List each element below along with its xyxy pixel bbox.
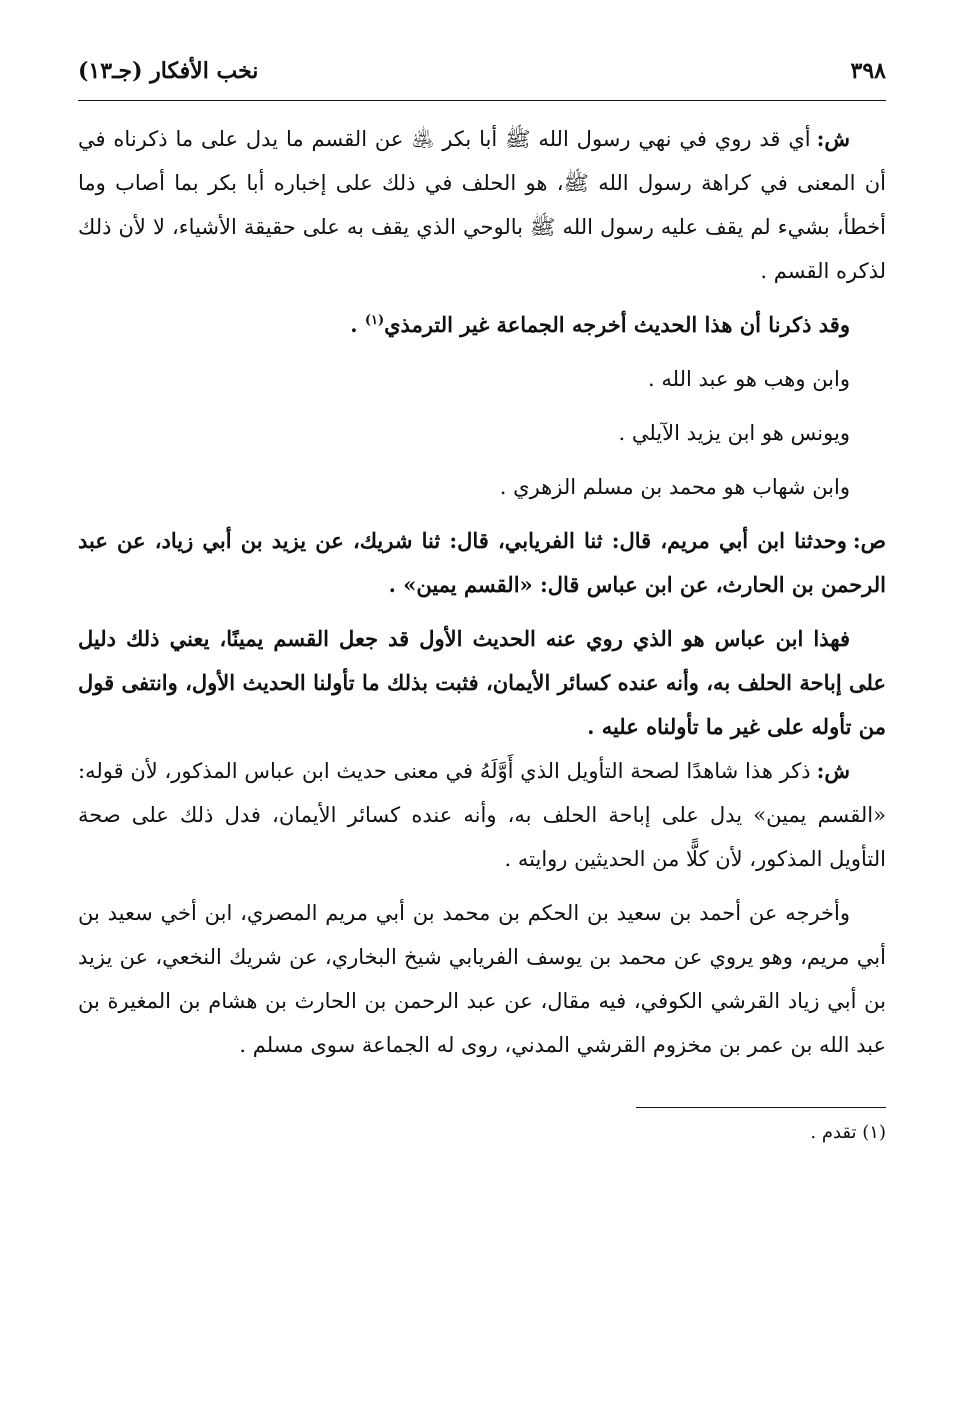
paragraph-tail: .: [350, 312, 365, 337]
footnote-text: تقدم .: [810, 1122, 857, 1143]
paragraph-text: وابن وهب هو عبد الله .: [648, 367, 850, 391]
running-title: نخب الأفكار (جـ١٣): [78, 58, 259, 84]
narrator-note: [78, 411, 886, 455]
hadith-text-paragraph: [78, 519, 886, 607]
narrator-note: [78, 357, 886, 401]
paragraph-text: أي قد روي في نهي رسول الله ﷺ أبا بكر ﵁ عن القسم ما يدل على ما ذكرناه في أن المعنى في كراهة رسول الله ﷺ، هو الحلف في ذلك على إخباره أبا بكر بما أصاب وما أخطأ، بشيء لم يقف عليه رسول الله ﷺ بالوحي الذي يقف به على حقيقة الأشياء، لا لأن ذلك لذكره القسم .: [78, 127, 886, 283]
narrator-note: [78, 465, 886, 509]
commentary-paragraph: [78, 117, 886, 293]
footnote-reference: (١): [364, 313, 385, 328]
commentary-paragraph: [78, 749, 886, 881]
page-number: ٣٩٨: [850, 58, 886, 84]
header-divider: [78, 100, 886, 101]
document-page: [78, 58, 886, 1378]
page-header: [78, 58, 886, 98]
paragraph-text: ذكر هذا شاهدًا لصحة التأويل الذي أَوَّلَهُ في معنى حديث ابن عباس المذكور، لأن قوله: «القسم يمين» يدل على إباحة الحلف به، وأنه عنده كسائر الأيمان، فدل ذلك على صحة التأويل المذكور، لأن كلًّا من الحديثين روايته .: [78, 759, 886, 871]
source-note-paragraph: [78, 303, 886, 347]
paragraph-text: وحدثنا ابن أبي مريم، قال: ثنا الفريابي، قال: ثنا شريك، عن يزيد بن أبي زياد، عن عبد الرحمن بن الحارث، عن ابن عباس قال: «القسم يمين» .: [78, 528, 886, 597]
paragraph-text: وأخرجه عن أحمد بن سعيد بن الحكم بن محمد بن أبي مريم المصري، ابن أخي سعيد بن أبي مريم، وهو يروي عن محمد بن يوسف الفريابي شيخ البخاري، عن شريك النخعي، عن يزيد بن أبي زياد القرشي الكوفي، فيه مقال، عن عبد الرحمن بن الحارث بن هشام بن المغيرة بن عبد الله بن عمر بن مخزوم القرشي المدني، روى له الجماعة سوى مسلم .: [78, 901, 886, 1057]
paragraph-text: فهذا ابن عباس هو الذي روي عنه الحديث الأول قد جعل القسم يمينًا، يعني ذلك دليل على إباحة الحلف به، وأنه عنده كسائر الأيمان، فثبت بذلك ما تأولنا الحديث الأول، وانتفى قول من تأوله على غير ما تأولناه عليه .: [78, 626, 886, 739]
footnote-marker: (١): [862, 1122, 886, 1143]
commentary-label: ش:: [816, 126, 850, 151]
footnote: [78, 1118, 886, 1148]
paragraph-text: وابن شهاب هو محمد بن مسلم الزهري .: [499, 475, 850, 499]
footnote-divider: [636, 1107, 886, 1108]
text-label: ص:: [852, 528, 886, 553]
commentary-label: ش:: [816, 758, 850, 783]
chain-explanation-paragraph: [78, 891, 886, 1067]
paragraph-text: ويونس هو ابن يزيد الآيلي .: [618, 421, 850, 445]
hadith-continuation-paragraph: [78, 617, 886, 749]
paragraph-text: وقد ذكرنا أن هذا الحديث أخرجه الجماعة غير الترمذي: [384, 312, 850, 337]
